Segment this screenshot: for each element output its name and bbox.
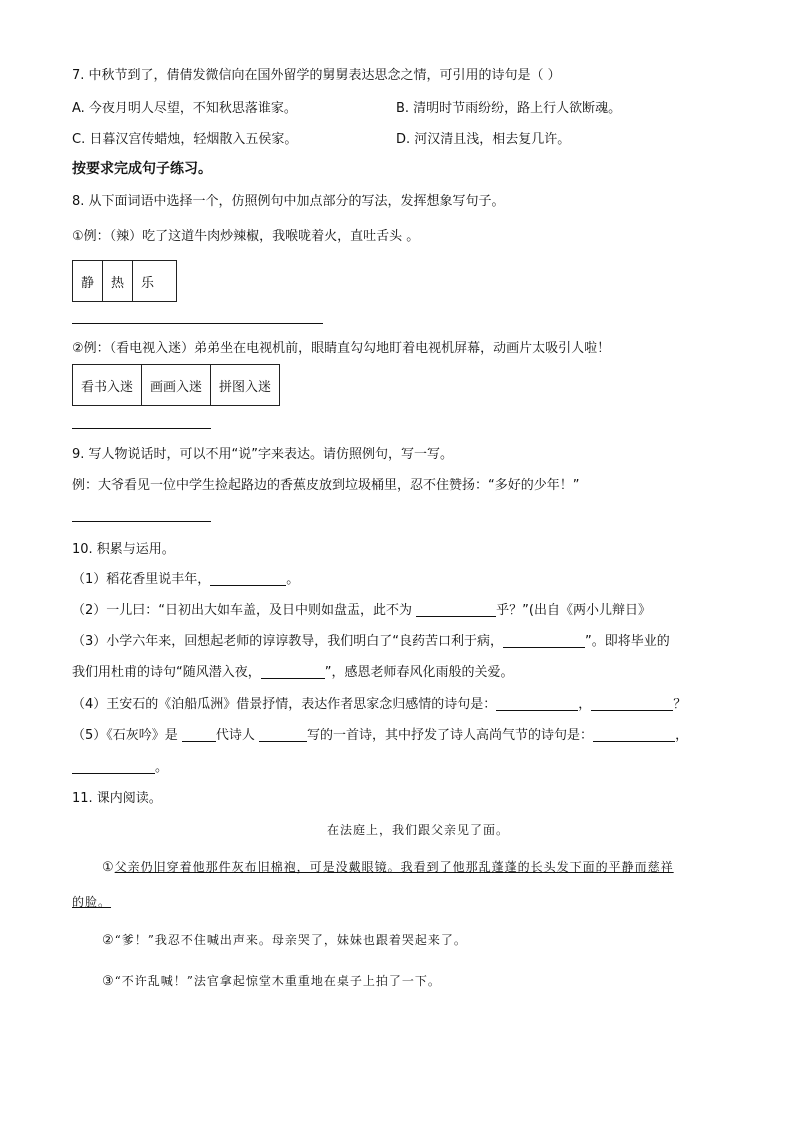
section-title: 按要求完成句子练习。	[72, 161, 212, 177]
para-3-text: “不许乱喊！”法官拿起惊堂木重重地在桌子上拍了一下。	[114, 974, 441, 988]
q9-stem: 9. 写人物说话时，可以不用“说”字来表达。请仿照例句，写一写。	[72, 447, 454, 462]
fill-blank[interactable]	[210, 571, 286, 586]
fill-blank[interactable]	[593, 727, 675, 742]
fill-blank[interactable]	[182, 727, 216, 742]
para-2-text: “爹！”我忍不住喊出声来。母亲哭了，妹妹也跟着哭起来了。	[114, 933, 467, 947]
q7-option-d: D. 河汉清且浅，相去复几许。	[396, 132, 571, 147]
q8-answer-line-2[interactable]	[72, 428, 211, 429]
q11-stem: 11. 课内阅读。	[72, 791, 162, 806]
para-1-text: 父亲仍旧穿着他那件灰布旧棉袍，可是没戴眼镜。我看到了他那乱蓬蓬的长头发下面的平静而慈祥	[114, 860, 674, 874]
q10-item-5-cont	[72, 759, 168, 777]
word-cell: 拼图入迷	[211, 365, 280, 406]
para-number: ②	[102, 933, 115, 948]
q10-item-4-text: （4）王安石的《泊船瓜洲》借景抒情，表达作者思家念归感情的诗句是：	[72, 697, 497, 712]
q8-example-2: ②例：（看电视入迷）弟弟坐在电视机前，眼睛直勾勾地盯着电视机屏幕，动画片太吸引人啦！	[72, 341, 611, 356]
fill-blank[interactable]	[503, 633, 585, 648]
q10-item-3-end: ”。即将毕业的	[585, 634, 670, 649]
fill-blank[interactable]	[259, 727, 307, 742]
q8-example-1: ①例：（辣）吃了这道牛肉炒辣椒，我喉咙着火，直吐舌头 。	[72, 229, 420, 244]
fill-blank[interactable]	[72, 759, 155, 774]
q10-item-5-comma: ，	[675, 728, 689, 743]
q9-answer-line[interactable]	[72, 521, 211, 522]
q7-stem: 7. 中秋节到了，倩倩发微信向在国外留学的舅舅表达思念之情，可引用的诗句是（ ）	[72, 68, 561, 83]
q10-item-2	[72, 602, 651, 620]
word-cell: 乐	[133, 261, 177, 302]
fill-blank[interactable]	[591, 696, 673, 711]
q10-item-1-end: 。	[286, 572, 300, 587]
q10-item-3-text-2: 我们用杜甫的诗句“随风潜入夜，	[72, 665, 261, 680]
q9-example: 例：大爷看见一位中学生捡起路边的香蕉皮放到垃圾桶里，忍不住赞扬：“多好的少年！”	[72, 478, 580, 493]
q8-answer-line-1[interactable]	[72, 323, 323, 324]
passage-para-1	[102, 858, 674, 877]
q10-item-5-text-3: 写的一首诗，其中抒发了诗人高尚气节的诗句是：	[307, 728, 594, 743]
word-cell: 静	[73, 261, 103, 302]
q10-item-5-text: （5）《石灰吟》是	[72, 728, 182, 743]
q10-item-2-text: （2）一儿曰：“日初出大如车盖，及日中则如盘盂，此不为	[72, 603, 417, 618]
q7-option-a: A. 今夜月明人尽望，不知秋思落谁家。	[72, 101, 297, 116]
q10-item-5	[72, 727, 688, 745]
q10-item-3	[72, 633, 670, 651]
para-number: ①	[102, 860, 115, 875]
q10-stem: 10. 积累与运用。	[72, 542, 175, 557]
q10-item-4-comma: ，	[578, 697, 592, 712]
fill-blank[interactable]	[496, 696, 578, 711]
passage-para-2	[102, 931, 467, 950]
q10-item-1	[72, 571, 299, 589]
q8-word-table-1	[72, 260, 177, 302]
q10-item-4-end: ？	[673, 697, 687, 712]
q10-item-4	[72, 696, 686, 714]
q8-stem: 8. 从下面词语中选择一个，仿照例句中加点部分的写法，发挥想象写句子。	[72, 194, 505, 209]
passage-title: 在法庭上，我们跟父亲见了面。	[327, 823, 510, 837]
q10-item-5-text-2: 代诗人	[215, 728, 260, 743]
q7-option-c: C. 日暮汉宫传蜡烛，轻烟散入五侯家。	[72, 132, 298, 147]
q10-item-3-text: （3）小学六年来，回想起老师的谆谆教导，我们明白了“良药苦口利于病，	[72, 634, 504, 649]
q10-item-5-end: 。	[155, 760, 169, 775]
passage-para-1-cont: 的脸。	[72, 895, 112, 909]
word-cell: 热	[103, 261, 133, 302]
passage-para-3	[102, 972, 441, 991]
q10-item-1-text: （1）稻花香里说丰年，	[72, 572, 211, 587]
fill-blank[interactable]	[416, 602, 496, 617]
fill-blank[interactable]	[261, 664, 325, 679]
word-cell: 看书入迷	[73, 365, 142, 406]
word-cell: 画画入迷	[142, 365, 211, 406]
q7-option-b: B. 清明时节雨纷纷，路上行人欲断魂。	[396, 101, 622, 116]
para-number: ③	[102, 974, 115, 989]
q8-word-table-2	[72, 364, 280, 406]
q10-item-3-cont	[72, 664, 514, 682]
q10-item-2-end: 乎？”(出自《两小儿辩日》	[496, 603, 651, 618]
q10-item-3-end-2: ”，感恩老师春风化雨般的关爱。	[324, 665, 514, 680]
